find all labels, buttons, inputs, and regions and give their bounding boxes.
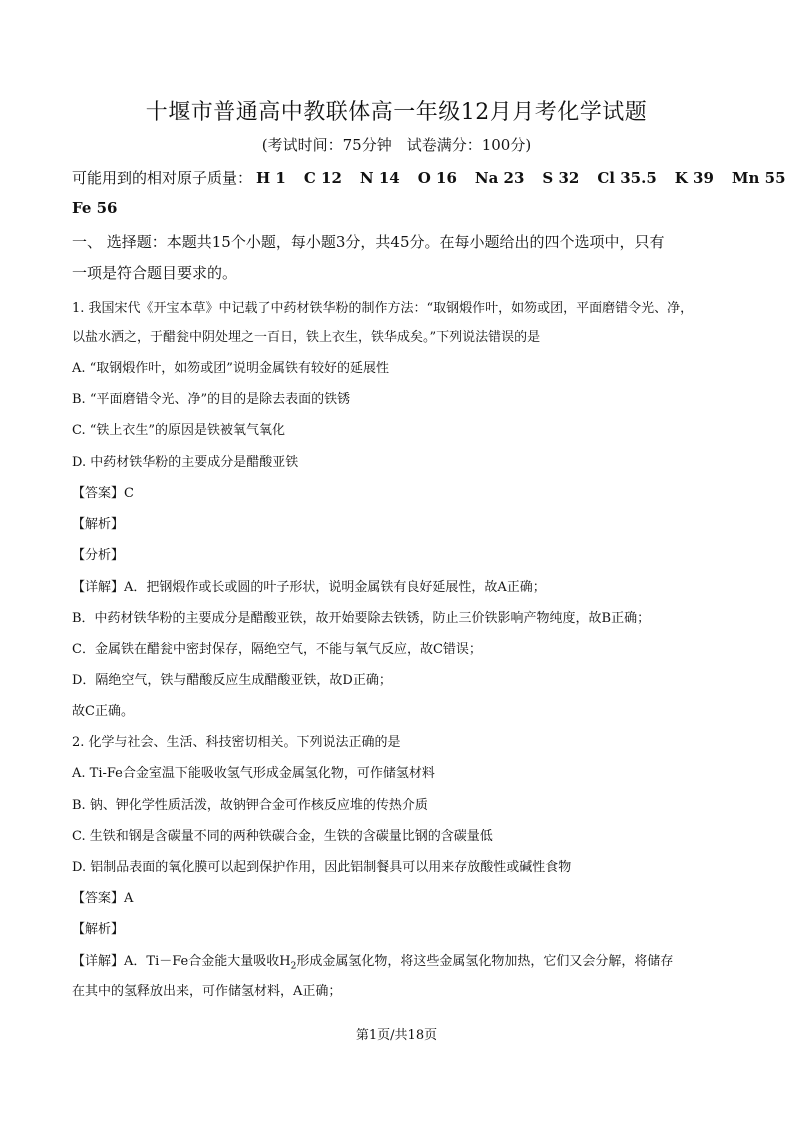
q2-stem: 2. 化学与社会、生活、科技密切相关。下列说法正确的是 bbox=[72, 735, 401, 750]
q1-stem-line1: 1. 我国宋代《开宝本草》中记载了中药材铁华粉的制作方法：“取钢煅作叶，如笏或团，平面磨错令光、净， bbox=[72, 301, 694, 316]
q1-detail-line4: D．隔绝空气，铁与醋酸反应生成醋酸亚铁，故D正确； bbox=[72, 673, 392, 688]
detail-tag: 【详解】 bbox=[72, 580, 125, 595]
q2-option-b: B. 钠、钾化学性质活泼，故钠钾合金可作核反应堆的传热介质 bbox=[72, 798, 428, 813]
mass-item: O 16 bbox=[417, 169, 457, 187]
q1-detail-line5: 故C正确。 bbox=[72, 704, 134, 719]
q1-analysis-tag: 【解析】 bbox=[72, 517, 125, 532]
q1-detail-line3: C．金属铁在醋瓮中密封保存，隔绝空气，不能与氧气反应，故C错误； bbox=[72, 642, 482, 657]
page-footer: 第1页/共18页 bbox=[355, 1028, 438, 1043]
answer-value: C bbox=[124, 486, 134, 501]
section-heading-line2: 一项是符合题目要求的。 bbox=[72, 264, 238, 282]
mass-item: Cl 35.5 bbox=[597, 169, 657, 187]
atomic-masses-label: 可能用到的相对原子质量： bbox=[72, 169, 253, 187]
q1-option-a: A. “取钢煅作叶，如笏或团”说明金属铁有较好的延展性 bbox=[72, 361, 389, 376]
mass-item: K 39 bbox=[674, 169, 714, 187]
q1-option-b: B. “平面磨错令光、净”的目的是除去表面的铁锈 bbox=[72, 392, 351, 407]
mass-item: S 32 bbox=[542, 169, 580, 187]
detail-text: A．把钢煅作或长或圆的叶子形状，说明金属铁有良好延展性，故A正确； bbox=[124, 580, 546, 595]
q2-analysis-tag: 【解析】 bbox=[72, 922, 125, 937]
q2-option-d: D. 铝制品表面的氧化膜可以起到保护作用，因此铝制餐具可以用来存放酸性或碱性食物 bbox=[72, 860, 572, 875]
mass-item: Na 23 bbox=[474, 169, 525, 187]
detail-text-b: 形成金属氢化物，将这些金属氢化物加热，它们又会分解，将储存 bbox=[296, 954, 674, 969]
q1-option-c: C. “铁上衣生”的原因是铁被氧气氧化 bbox=[72, 423, 286, 438]
detail-tag: 【详解】 bbox=[72, 954, 125, 969]
q1-detail-line2: B．中药材铁华粉的主要成分是醋酸亚铁，故开始要除去铁锈，防止三价铁影响产物纯度，故B正确； bbox=[72, 611, 651, 626]
q2-answer bbox=[72, 887, 133, 906]
answer-tag: 【答案】 bbox=[72, 486, 125, 501]
q1-fenxi-tag: 【分析】 bbox=[72, 548, 125, 563]
q2-detail-line1 bbox=[72, 950, 673, 972]
atomic-masses-line bbox=[72, 167, 786, 188]
page-title: 十堰市普通高中教联体高一年级12月月考化学试题 bbox=[145, 100, 648, 125]
q2-option-a: A. Ti-Fe合金室温下能吸收氢气形成金属氢化物，可作储氢材料 bbox=[72, 766, 435, 781]
q1-detail-line1 bbox=[72, 576, 546, 595]
answer-value: A bbox=[124, 891, 134, 906]
mass-item: C 12 bbox=[303, 169, 342, 187]
mass-item-fe: Fe 56 bbox=[72, 199, 118, 217]
q2-option-c: C. 生铁和钢是含碳量不同的两种铁碳合金，生铁的含碳量比钢的含碳量低 bbox=[72, 829, 493, 844]
q2-detail-line2: 在其中的氢释放出来，可作储氢材料，A正确； bbox=[72, 984, 342, 999]
q1-stem-line2: 以盐水洒之，于醋瓮中阴处埋之一百日，铁上衣生，铁华成矣。”下列说法错误的是 bbox=[72, 330, 541, 345]
q1-option-d: D. 中药材铁华粉的主要成分是醋酸亚铁 bbox=[72, 455, 299, 470]
detail-text-a: A．Ti－Fe合金能大量吸收H bbox=[124, 954, 291, 969]
q1-answer bbox=[72, 482, 134, 501]
answer-tag: 【答案】 bbox=[72, 891, 125, 906]
mass-item: Mn 55 bbox=[731, 169, 786, 187]
section-heading-line1: 一、 选择题：本题共15个小题，每小题3分，共45分。在每小题给出的四个选项中，只有 bbox=[72, 233, 665, 251]
h2-subscript: 2 bbox=[290, 961, 297, 972]
mass-item: N 14 bbox=[359, 169, 400, 187]
mass-item: H 1 bbox=[256, 169, 286, 187]
exam-info: (考试时间：75分钟 试卷满分：100分) bbox=[261, 136, 532, 154]
